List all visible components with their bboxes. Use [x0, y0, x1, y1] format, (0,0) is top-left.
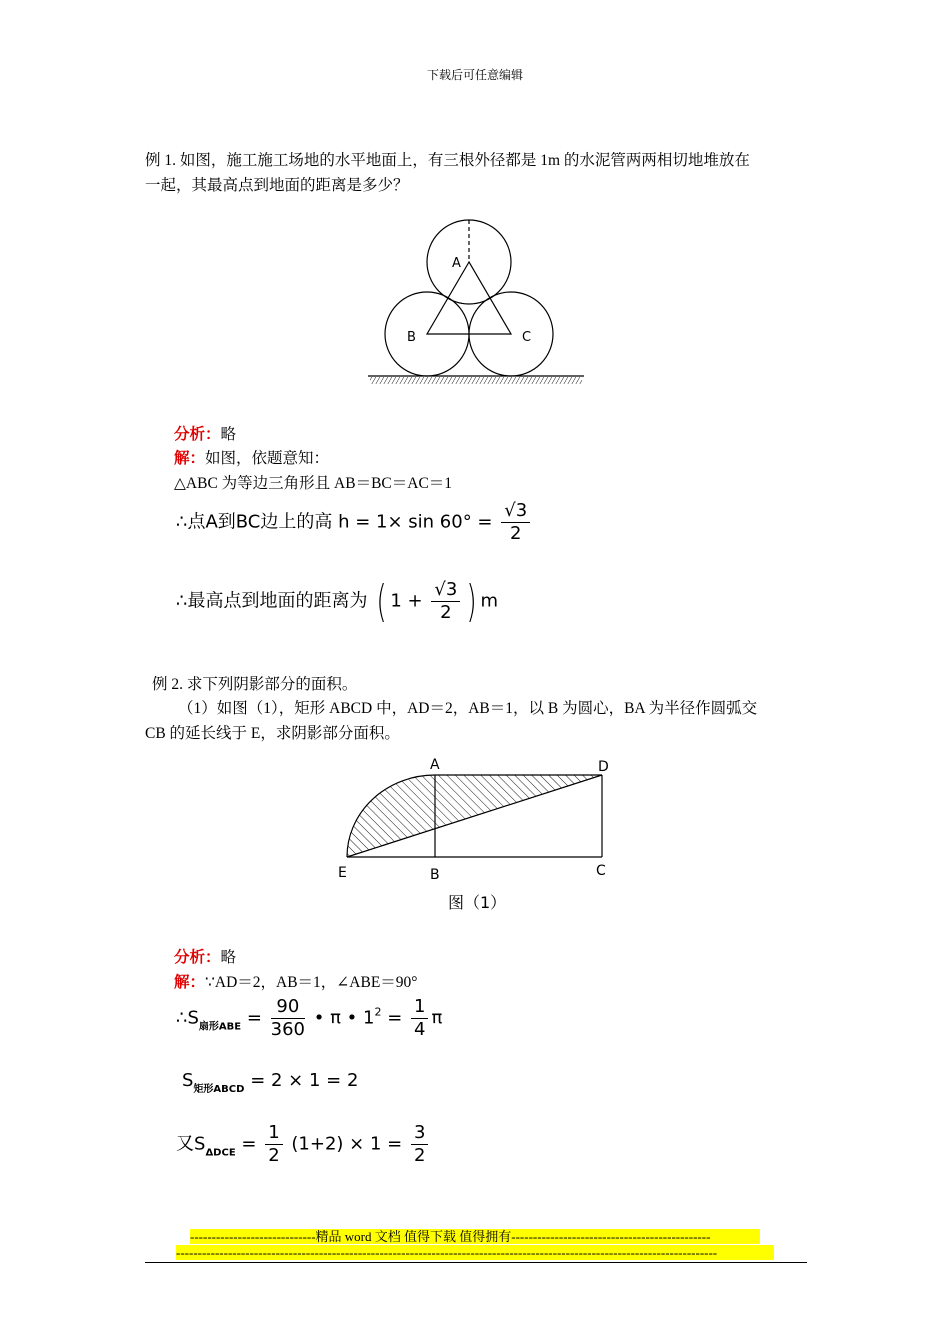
tri-eq: =	[241, 1133, 257, 1155]
solution-label: 解：	[174, 450, 206, 467]
sector-result-numerator: 1	[411, 996, 428, 1019]
triangle-area-formula	[176, 1122, 431, 1167]
rect-prefix: S	[182, 1070, 194, 1091]
right-paren: )	[466, 576, 478, 627]
analysis2-label: 分析：	[174, 949, 221, 966]
triangle-statement: △ABC 为等边三角形且 AB＝BC＝AC＝1	[174, 475, 453, 492]
example2-part1-line1: （1）如图（1），矩形 ABCD 中，AD＝2，AB＝1，以 B 为圆心，BA 为半径作圆弧交	[178, 700, 758, 717]
sector-result-fraction	[411, 996, 428, 1041]
height-formula-prefix: ∴点A到BC边上的高 h = 1× sin 60° =	[176, 511, 493, 533]
fraction-numerator: √3	[501, 500, 530, 523]
sector-subscript: 扇形ABE	[198, 1021, 242, 1033]
tri-fraction-numerator: 1	[265, 1122, 282, 1145]
pipes-figure	[360, 210, 590, 390]
distance-inner: 1 +	[390, 590, 423, 612]
analysis-label: 分析：	[174, 426, 221, 443]
left-paren: (	[376, 576, 387, 627]
sector-exponent: 2	[374, 1005, 382, 1019]
label-a2: A	[430, 757, 440, 773]
rectangle-arc-figure	[330, 752, 620, 912]
example1-solution	[174, 447, 329, 471]
analysis-text: 略	[220, 426, 237, 443]
sector-fraction	[271, 996, 305, 1041]
tri-prefix: 又S	[176, 1133, 206, 1155]
tri-mid: (1+2) × 1 =	[291, 1133, 403, 1155]
footer-line2: -----------------------------------------------------------------------------------------------------------------------------	[176, 1245, 774, 1260]
fraction-denominator: 2	[509, 523, 522, 544]
solution2-text: ∵AD＝2，AB＝1，∠ABE＝90°	[205, 974, 418, 991]
sector-eq: =	[246, 1007, 262, 1029]
label-b2: B	[430, 867, 440, 883]
example2-analysis	[174, 946, 236, 970]
sector-fraction-numerator: 90	[271, 996, 305, 1019]
rectangle-area-formula	[182, 1070, 358, 1095]
figure-caption: 图（1）	[448, 893, 507, 912]
sqrt3-over-2-fraction	[501, 500, 530, 545]
distance-formula	[176, 576, 498, 627]
triangle-abc	[427, 262, 511, 334]
sector-prefix: ∴S	[176, 1007, 199, 1029]
label-b: B	[407, 330, 416, 345]
tri-result-fraction	[411, 1122, 428, 1167]
example2-title: 例 2. 求下列阴影部分的面积。	[152, 676, 358, 693]
sector-result-denominator: 4	[414, 1019, 426, 1040]
footer-line1: -----------------------------精品 word 文档 值得下载 值得拥有----------------------------------------------	[190, 1229, 760, 1244]
solution2-label: 解：	[174, 974, 206, 991]
sector-mid: • π • 1	[313, 1007, 375, 1029]
height-formula	[176, 500, 533, 545]
sector-fraction-denominator: 360	[270, 1019, 306, 1040]
example1-analysis	[174, 423, 236, 447]
sector-pi: π	[431, 1007, 443, 1029]
distance-fraction-numerator: √3	[431, 579, 460, 602]
tri-result-denominator: 2	[413, 1145, 426, 1166]
sector-eq2: =	[387, 1007, 403, 1029]
example2-part1-line2: CB 的延长线于 E，求阴影部分面积。	[145, 725, 400, 742]
analysis2-text: 略	[220, 949, 237, 966]
tri-subscript: ΔDCE	[205, 1147, 236, 1159]
example2-solution	[174, 971, 417, 995]
label-e2: E	[338, 865, 347, 881]
example1-question-line1: 例 1. 如图，施工施工场地的水平地面上，有三根外径都是 1m 的水泥管两两相切地堆放在	[145, 152, 750, 169]
solution-text: 如图，依题意知：	[205, 450, 330, 467]
example1-question-line2: 一起，其最高点到地面的距离是多少？	[145, 177, 409, 194]
rect-rest: = 2 × 1 = 2	[250, 1070, 359, 1091]
distance-fraction-denominator: 2	[440, 602, 452, 623]
footer-rule	[145, 1262, 807, 1263]
tri-fraction	[265, 1122, 282, 1167]
label-a: A	[452, 256, 461, 271]
header-note: 下载后可任意编辑	[426, 68, 523, 82]
distance-formula-prefix: ∴最高点到地面的距离为	[176, 590, 368, 612]
label-d2: D	[598, 759, 609, 775]
tri-result-numerator: 3	[411, 1122, 428, 1145]
tri-fraction-denominator: 2	[268, 1145, 280, 1166]
label-c: C	[522, 330, 532, 345]
distance-unit: m	[480, 590, 498, 612]
distance-fraction	[431, 579, 460, 624]
label-c2: C	[596, 863, 606, 879]
ground-hatching	[370, 377, 582, 384]
rect-subscript: 矩形ABCD	[193, 1084, 245, 1095]
sector-area-formula	[176, 996, 442, 1041]
